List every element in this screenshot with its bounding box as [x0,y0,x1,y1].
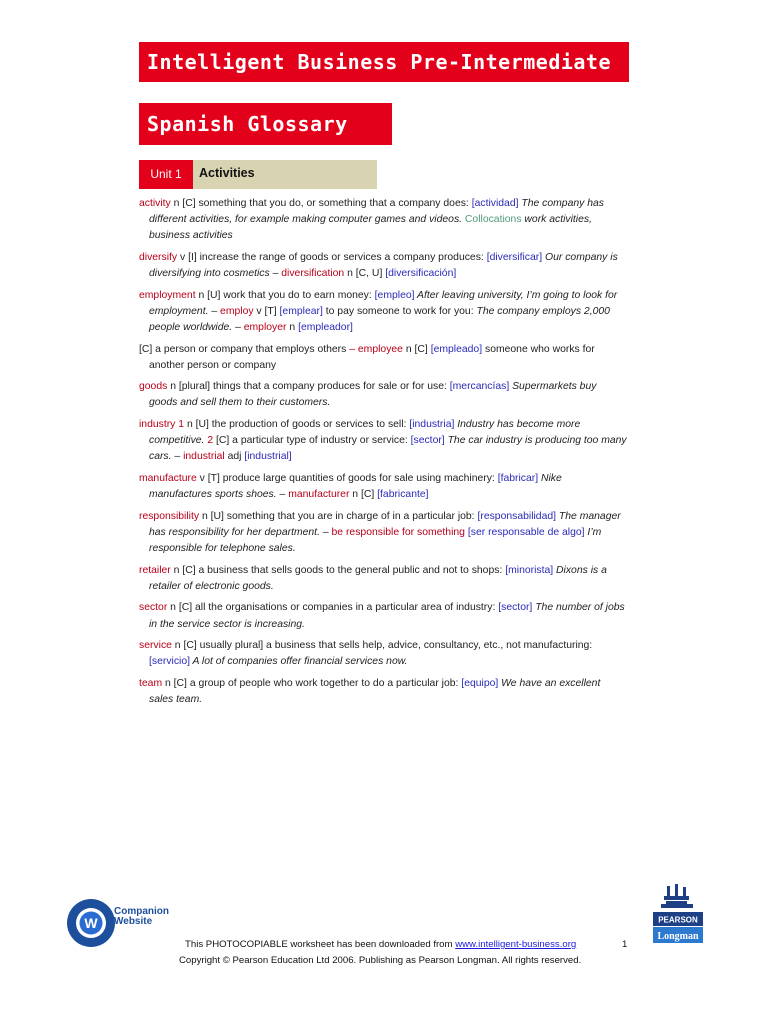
definition-text: – [232,321,244,333]
pearson-ship-icon [661,884,693,908]
page-number: 1 [622,939,628,950]
example-text: work activities, business activities [149,214,592,242]
spanish-translation: [empleado] [430,343,483,355]
headword: – employee [349,343,403,355]
definition-text: n [U] the production of goods or services to sell: [184,419,410,431]
definition-text: n [C] a business that sells goods to the general public and not to shops: [170,564,506,576]
headword: industry 1 [139,419,185,431]
spanish-translation: [fabricar] [497,472,539,484]
spanish-translation: [ser responsable de algo] [467,526,585,538]
headword: diversify [139,251,178,263]
definition-text: [C] a particular type of industry or service: [213,435,411,447]
spanish-translation: [diversificar] [486,251,543,263]
glossary-entry [139,379,627,411]
definition-text: n [C, U] [344,267,386,279]
definition-text: – [269,267,282,279]
definition-text: – [319,526,332,538]
spanish-translation: [industrial] [244,451,292,463]
headword: manufacturer [288,489,350,501]
definition-text: n [C] [402,343,431,355]
companion-label-line1: Companion [114,906,169,917]
spanish-translation: [responsabilidad] [477,510,557,522]
definition-text: – [171,451,184,463]
glossary-entry [139,417,627,465]
example-text: I’m responsible for telephone sales. [149,526,602,554]
spanish-translation: [industria] [409,419,455,431]
download-notice [185,937,576,952]
example-text: The manager has responsibility for her department. [149,510,621,538]
headword: industrial [183,451,225,463]
document-title: Intelligent Business Pre-Intermediate [139,42,629,82]
definition-text: v [T] produce large quantities of goods for sale using machinery: [196,472,498,484]
pearson-wordmark: PEARSON [658,915,698,925]
glossary-entry [139,288,627,336]
glossary-entry [139,342,627,374]
definition-text: to pay someone to work for you: [322,305,477,317]
example-text: After leaving university, I’m going to look for employment. [149,289,618,317]
headword: sector [139,602,168,614]
example-text: The number of jobs in the service sector is increasing. [149,602,625,630]
spanish-translation: [diversificación] [385,267,457,279]
glossary-entry [139,250,627,282]
definition-text: n [C] a group of people who work together to do a particular job: [162,677,462,689]
definition-text: n [C] something that you do, or something that a company does: [170,198,472,209]
example-text: The company employs 2,000 people worldwide. [149,305,610,333]
copyright-notice: Copyright © Pearson Education Ltd 2006. Publishing as Pearson Longman. All rights reserved. [179,955,582,966]
definition-text: n [plural] things that a company produces for sale or for use: [167,381,450,393]
example-text: Industry has become more competitive. [149,419,581,447]
glossary-subtitle: Spanish Glossary [139,103,392,145]
spanish-translation: [empleador] [298,321,353,333]
longman-wordmark: Longman [657,931,699,942]
definition-text: n [C] [349,489,378,501]
definition-text: n [C] usually plural] a business that sells help, advice, consultancy, etc., not manufacturing: [171,640,593,652]
definition-text: v [I] increase the range of goods or services a company produces: [177,251,487,263]
definition-text: – [276,489,289,501]
headword: diversification [281,267,345,279]
download-notice-text: This PHOTOCOPIABLE worksheet has been downloaded from [185,939,456,950]
companion-label-line2: Website [114,916,153,927]
example-text: A lot of companies offer financial services now. [190,656,408,668]
headword: employer [243,321,287,333]
definition-text: n [C] all the organisations or companies in a particular area of industry: [167,602,499,614]
definition-text: [C] a person or company that employs others [139,343,350,355]
spanish-translation: [minorista] [505,564,554,576]
headword: employment [139,289,196,301]
glossary-entry [139,676,627,708]
unit-number: Unit 1 [139,160,193,189]
definition-text: v [T] [253,305,280,317]
spanish-translation: [equipo] [461,677,499,689]
spanish-translation: [fabricante] [377,489,429,501]
unit-header [139,160,377,189]
headword: 2 [207,435,214,447]
headword: team [139,677,163,689]
spanish-translation: [actividad] [471,198,519,209]
companion-letter: W [84,915,98,931]
definition-text: adj [224,451,245,463]
pearson-longman-logo [653,884,703,944]
spanish-translation: [servicio] [149,656,190,668]
spanish-translation: [mercancías] [449,381,510,393]
glossary-entries [139,196,627,714]
collocations-label: Collocations [464,214,522,226]
glossary-entry [139,638,627,670]
example-text: Supermarkets buy goods and sell them to their customers. [149,381,597,409]
spanish-translation: [sector] [410,435,445,447]
example-text: Nike manufactures sports shoes. [149,472,562,501]
example-text: Dixons is a retailer of electronic goods. [149,564,607,592]
headword: employ [220,305,254,317]
definition-text: someone who works for another person or company [149,343,595,371]
example-text: Our company is diversifying into cosmetics [149,251,618,279]
definition-text: n [286,321,299,333]
example-text: The company has different activities, for example making computer games and videos. [149,198,604,226]
headword: manufacture [139,472,197,484]
example-text: The car industry is producing too many cars. [149,435,627,463]
headword: responsibility [139,510,200,522]
glossary-entry [139,509,627,557]
spanish-translation: [emplear] [279,305,323,317]
definition-text: n [U] work that you do to earn money: [195,289,375,301]
glossary-entry [139,600,627,632]
spanish-translation: [empleo] [374,289,415,301]
definition-text: – [208,305,221,317]
headword: goods [139,381,168,393]
glossary-entry [139,471,627,503]
headword: be responsible for something [331,526,465,538]
definition-text: n [U] something that you are in charge of in a particular job: [199,510,478,522]
spanish-translation: [sector] [498,602,533,614]
headword: service [139,640,172,652]
example-text: We have an excellent sales team. [149,677,601,706]
glossary-entry [139,196,627,244]
headword: activity [139,198,171,209]
glossary-entry [139,563,627,595]
headword: retailer [139,564,171,576]
unit-title: Activities [193,160,377,189]
companion-website-logo [66,897,174,949]
website-link[interactable]: www.intelligent-business.org [455,939,577,950]
